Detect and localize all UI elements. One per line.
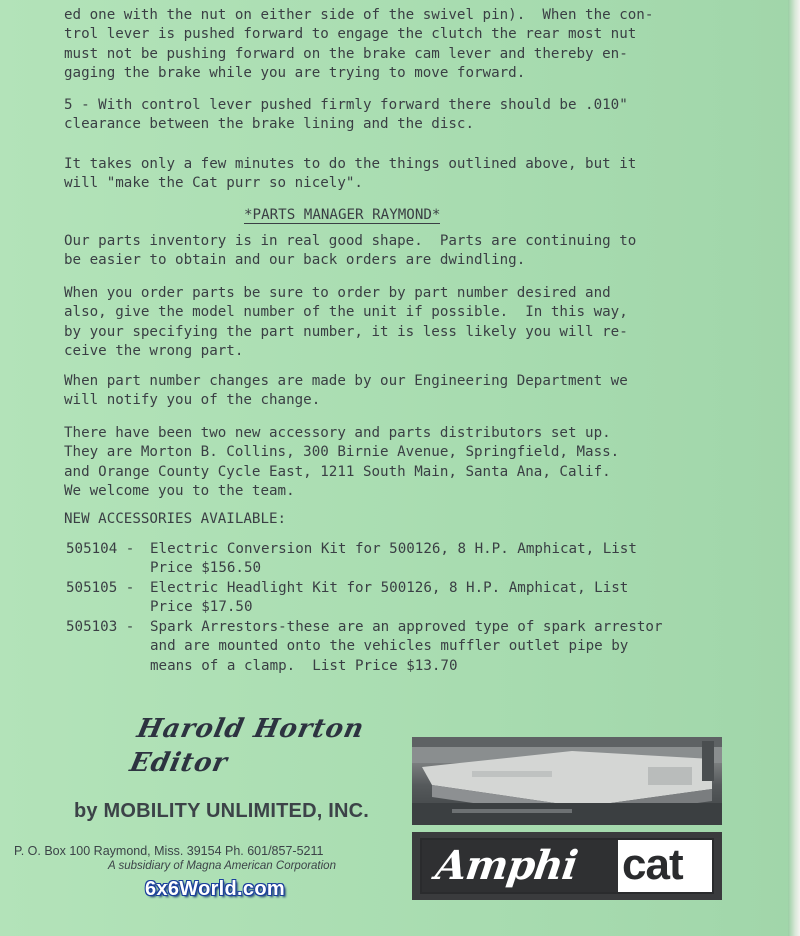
amphicat-logo-panel xyxy=(420,838,714,894)
accessory-description: Electric Conversion Kit for 500126, 8 H.P. Amphicat, List Price $156.50 xyxy=(150,541,637,577)
paragraph-distributors: There have been two new accessory and parts distributors set up. They are Morton B. Collins, 300 Birnie Avenue, Springfield, Mass. and Orange County Cycle East, 1211 South Main, Santa Ana, Calif. We welcome you to the team. xyxy=(64,425,620,499)
page-edge xyxy=(788,0,800,936)
paragraph-part-changes: When part number changes are made by our Engineering Department we will notify you of the change. xyxy=(64,373,628,409)
heading-new-accessories: NEW ACCESSORIES AVAILABLE: xyxy=(64,511,287,527)
logo-text-amphi: Amphi xyxy=(432,842,580,889)
amphicat-logo-dark-block xyxy=(422,840,618,892)
accessory-description: Spark Arrestors-these are an approved type of spark arrestor and are mounted onto the vehicles muffler outlet pipe by means of a clamp. List Price $13.70 xyxy=(150,619,663,674)
signature-name: Harold Horton xyxy=(134,714,368,744)
editor-signature xyxy=(127,712,368,780)
accessory-description: Electric Headlight Kit for 500126, 8 H.P. Amphicat, List Price $17.50 xyxy=(150,580,629,616)
logo-text-cat: cat xyxy=(622,840,683,889)
accessory-number: 505105 - xyxy=(66,580,135,596)
factory-photo-graphic xyxy=(412,737,722,825)
company-address: P. O. Box 100 Raymond, Miss. 39154 Ph. 601/857-5211 xyxy=(14,844,324,858)
site-watermark: 6x6World.com xyxy=(145,878,285,900)
paragraph-inventory: Our parts inventory is in real good shape. Parts are continuing to be easier to obtain and our back orders are dwindling. xyxy=(64,233,637,269)
factory-aerial-photo xyxy=(412,737,722,825)
paragraph-step-5: 5 - With control lever pushed firmly forward there should be .010" clearance between the brake lining and the disc. xyxy=(64,97,628,133)
heading-parts-manager-text: *PARTS MANAGER RAYMOND* xyxy=(244,207,441,223)
company-subsidiary: A subsidiary of Magna American Corporation xyxy=(108,860,336,872)
accessory-number: 505103 - xyxy=(66,619,135,635)
company-byline: by MOBILITY UNLIMITED, INC. xyxy=(74,800,370,822)
heading-parts-manager xyxy=(244,206,440,225)
signature-title: Editor xyxy=(127,748,231,778)
paragraph-minutes: It takes only a few minutes to do the things outlined above, but it will "make the Cat purr so nicely". xyxy=(64,156,637,192)
amphicat-logo xyxy=(412,832,722,900)
paragraph-ordering: When you order parts be sure to order by part number desired and also, give the model number of the unit if possible. In this way, by your specifying the part number, it is less likely you will re- ceive the wrong part. xyxy=(64,285,628,359)
accessory-number: 505104 - xyxy=(66,541,135,557)
paragraph-brake-adjustment: ed one with the nut on either side of the swivel pin). When the con- trol lever is pushed forward to engage the clutch the rear most nut must not be pushing forward on the brake cam lever and thereby en- gaging the brake while you are trying to move forward. xyxy=(64,7,654,81)
